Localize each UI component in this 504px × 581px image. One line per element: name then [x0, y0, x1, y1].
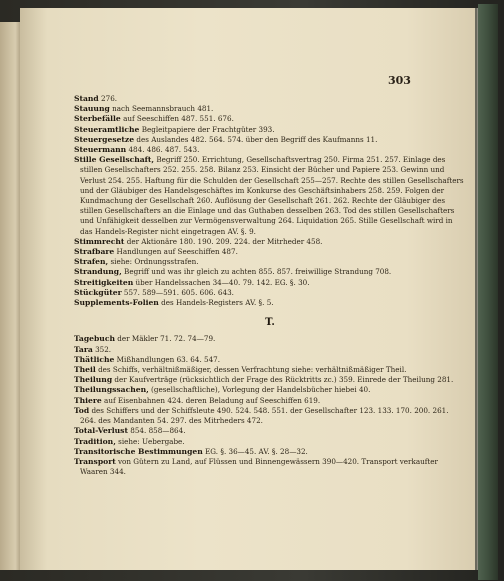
index-entry: [74, 104, 466, 114]
entry-term: Thätliche: [74, 354, 115, 364]
index-entries: [74, 94, 466, 477]
index-entry: [74, 447, 466, 457]
entry-term: Stand: [74, 94, 99, 103]
index-entry: [74, 155, 466, 237]
entry-references: des Handels-Registers AV. §. 5.: [161, 298, 274, 308]
entry-term: Transport: [74, 456, 116, 466]
entry-term: Steueramtliche: [74, 124, 140, 134]
entry-references: siehe: Ordnungsstrafen.: [110, 257, 199, 267]
index-entry: [74, 334, 466, 344]
index-entry: [74, 345, 466, 355]
entry-references: EG. §. 36—45. AV. §. 28—32.: [205, 446, 308, 456]
previous-page-edge: [0, 22, 22, 570]
entry-term: Theil: [74, 365, 96, 375]
entry-references: Begriff und was ihr gleich zu achten 855. 857. freiwillige Strandung 708.: [124, 267, 392, 277]
entry-references: des Auslandes 482. 564. 574. über den Begriff des Kaufmanns 11.: [136, 134, 378, 144]
entry-term: Strafbare: [74, 247, 115, 257]
index-entry: [74, 145, 466, 155]
entry-references: der Kaufverträge (rücksichtlich der Frage des Rücktritts zc.) 359. Einrede der Theilung 281.: [114, 375, 454, 385]
index-entry: [74, 406, 466, 426]
entry-term: Strafen,: [74, 257, 109, 267]
index-entry: [74, 125, 466, 135]
index-entry: [74, 237, 466, 247]
entry-term: Streitigkeiten: [74, 277, 134, 287]
entry-term: Theilungssachen,: [74, 385, 149, 395]
index-entry: [74, 257, 466, 267]
entry-term: Sterbefälle: [74, 114, 121, 124]
index-entry: [74, 114, 466, 124]
index-entry: [74, 375, 466, 385]
entry-term: Tod: [74, 405, 90, 415]
entry-references: Handlungen auf Seeschiffen 487.: [116, 247, 238, 257]
index-entry: [74, 247, 466, 257]
entry-term: Theilung: [74, 375, 113, 385]
entry-references: des Schiffers und der Schiffsleute 490. 524. 548. 551. der Gesellschafter 123. 133. 170. 200. 261. 264. des Mandanten 54. 297. des Mitrheders 472.: [80, 405, 449, 426]
entry-references: auf Eisenbahnen 424. deren Beladung auf Seeschiffen 619.: [104, 395, 321, 405]
book-cover-edge: [478, 4, 498, 580]
index-entry: [74, 288, 466, 298]
entry-term: Stimmrecht: [74, 236, 125, 246]
index-entry: [74, 298, 466, 308]
entry-references: 352.: [95, 344, 112, 354]
index-entry: [74, 457, 466, 477]
entry-references: siehe: Uebergabe.: [118, 436, 185, 446]
entry-term: Thiere: [74, 395, 102, 405]
section-t-list: [74, 334, 466, 477]
entry-term: Stauung: [74, 104, 110, 114]
entry-references: über Handelssachen 34—40. 79. 142. EG. §. 30.: [135, 277, 310, 287]
entry-term: Steuergesetze: [74, 134, 135, 144]
entry-references: (gesellschaftliche), Vorlegung der Handelsbücher hiebei 40.: [151, 385, 371, 395]
entry-term: Supplements-Folien: [74, 298, 159, 308]
entry-term: Total-Verlust: [74, 426, 128, 436]
entry-term: Tara: [74, 344, 93, 354]
entry-references: 854. 858—864.: [130, 426, 186, 436]
section-letter-t: T.: [265, 317, 275, 329]
index-entry: [74, 426, 466, 436]
entry-references: 557. 589—591. 605. 606. 643.: [123, 287, 234, 297]
index-entry: [74, 135, 466, 145]
entry-term: Tradition,: [74, 436, 116, 446]
entry-references: der Mäkler 71. 72. 74—79.: [117, 334, 216, 344]
index-entry: [74, 365, 466, 375]
entry-references: von Gütern zu Land, auf Flüssen und Binnengewässern 390—420. Transport verkaufter Waaren 344.: [80, 456, 438, 477]
entry-references: auf Seeschiffen 487. 551. 676.: [123, 114, 234, 124]
entry-term: Transitorische Bestimmungen: [74, 446, 203, 456]
entry-term: Steuermann: [74, 145, 127, 155]
index-entry: [74, 385, 466, 395]
entry-term: Tagebuch: [74, 334, 115, 344]
entry-references: nach Seemannsbrauch 481.: [112, 104, 214, 114]
index-entry: [74, 94, 466, 104]
entry-term: Stille Gesellschaft,: [74, 155, 155, 165]
index-entry: [74, 396, 466, 406]
index-entry: [74, 278, 466, 288]
index-entry: [74, 355, 466, 365]
entry-references: Mißhandlungen 63. 64. 547.: [116, 354, 221, 364]
entry-term: Stückgüter: [74, 287, 122, 297]
index-entry: [74, 437, 466, 447]
entry-references: Begleitpapiere der Frachtgüter 393.: [141, 124, 275, 134]
entry-references: des Schiffs, verhältnißmäßiger, dessen Verfrachtung siehe: verhältnißmäßiger Theil.: [98, 365, 407, 375]
entry-references: der Aktionäre 180. 190. 209. 224. der Mitrheder 458.: [126, 236, 323, 246]
index-entry: [74, 267, 466, 277]
page-number: 303: [388, 74, 411, 87]
entry-references: 484. 486. 487. 543.: [128, 145, 200, 155]
entry-references: Begriff 250. Errichtung, Gesellschaftsvertrag 250. Firma 251. 257. Einlage des stillen Gesellschafters 252. 255. 258. Bilanz 253. Einsicht der Bücher und Papiere 253. Gewinn und Verlust 254. 255. Haftung für die Schulden der Gesellschaft 255—257. Rechte des stillen Gesellschafters und der Gläubiger des Handelsgeschäftes im Konkurse des Geschäftsinhabers 258. 259. Folgen der Kundmachung der Gesellschaft 260. Auflösung der Gesellschaft 261. 262. Rechte der Gläubiger des stillen Gesellschafters an die Einlage und das Guthaben desselben 263. Tod des stillen Gesellschafters und Unfähigkeit desselben zur Vermögensverwaltung 264. Liquidation 265. Stille Gesellschaft wird in das Handels-Register nicht eingetragen AV. §. 9.: [80, 155, 464, 236]
section-s-list: [74, 94, 466, 308]
entry-term: Strandung,: [74, 267, 122, 277]
entry-references: 276.: [101, 94, 118, 103]
